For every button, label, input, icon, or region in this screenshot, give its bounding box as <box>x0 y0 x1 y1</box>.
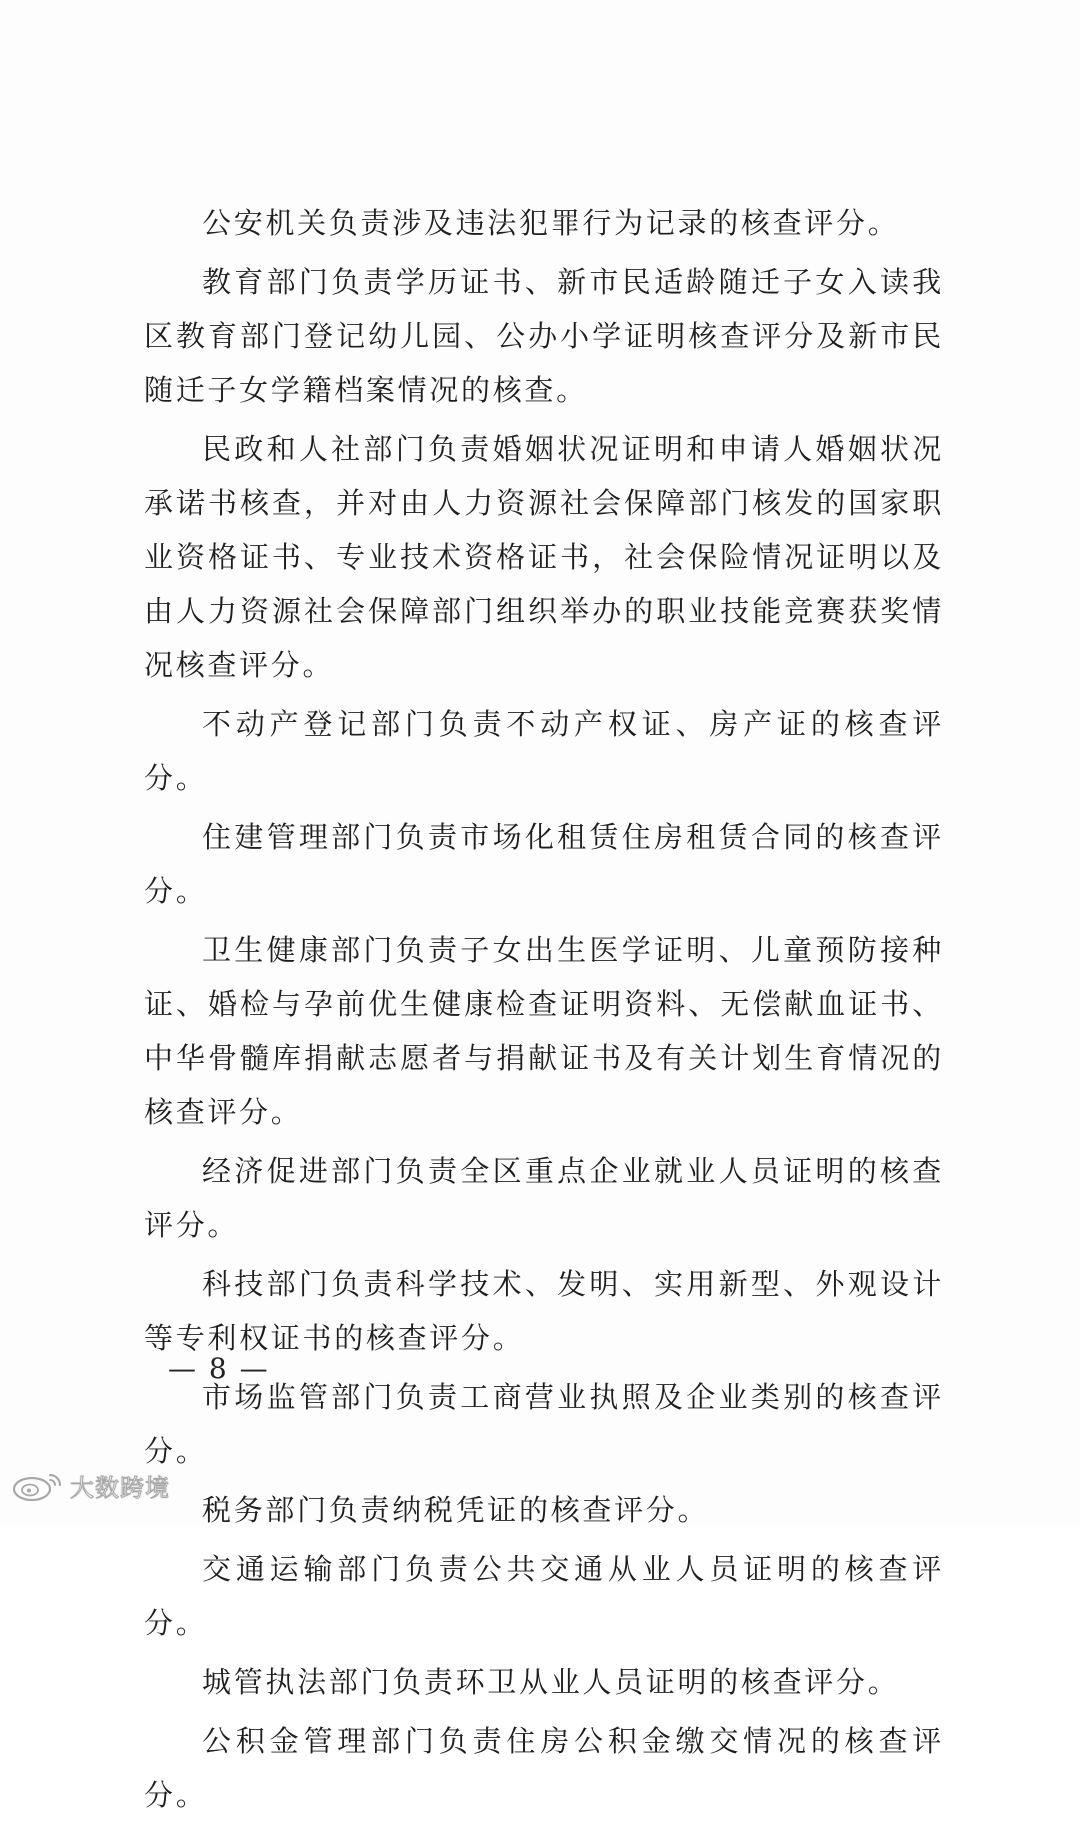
paragraph: 住建管理部门负责市场化租赁住房租赁合同的核查评分。 <box>144 820 944 908</box>
paragraph: 卫生健康部门负责子女出生医学证明、儿童预防接种证、婚检与孕前优生健康检查证明资料、无偿献血证书、中华骨髓库捐献志愿者与捐献证书及有关计划生育情况的核查评分。 <box>144 933 944 1129</box>
document-body <box>144 196 944 1827</box>
paragraph: 经济促进部门负责全区重点企业就业人员证明的核查评分。 <box>144 1154 944 1242</box>
paragraph: 税务部门负责纳税凭证的核查评分。 <box>202 1493 710 1527</box>
weibo-logo-icon <box>10 1469 66 1503</box>
paragraph: 城管执法部门负责环卫从业人员证明的核查评分。 <box>202 1665 900 1699</box>
paragraph: 交通运输部门负责公共交通从业人员证明的核查评分。 <box>144 1552 944 1640</box>
paragraph: 公积金管理部门负责住房公积金缴交情况的核查评分。 <box>144 1724 944 1812</box>
paragraph: 市场监管部门负责工商营业执照及企业类别的核查评分。 <box>144 1380 944 1468</box>
paragraph: 不动产登记部门负责不动产权证、房产证的核查评分。 <box>144 707 944 795</box>
paragraph: 科技部门负责科学技术、发明、实用新型、外观设计等专利权证书的核查评分。 <box>144 1267 944 1355</box>
watermark-text: 大数跨境 <box>70 1474 170 1502</box>
paragraph: 民政和人社部门负责婚姻状况证明和申请人婚姻状况承诺书核查，并对由人力资源社会保障部门核发的国家职业资格证书、专业技术资格证书，社会保险情况证明以及由人力资源社会保障部门组织举办的职业技能竞赛获奖情况核查评分。 <box>144 432 944 682</box>
paragraph: 教育部门负责学历证书、新市民适龄随迁子女入读我区教育部门登记幼儿园、公办小学证明核查评分及新市民随迁子女学籍档案情况的核查。 <box>144 265 944 407</box>
watermark <box>10 1468 170 1503</box>
paragraph: 公安机关负责涉及违法犯罪行为记录的核查评分。 <box>202 206 900 240</box>
page-number: — 8 — <box>168 1352 270 1385</box>
